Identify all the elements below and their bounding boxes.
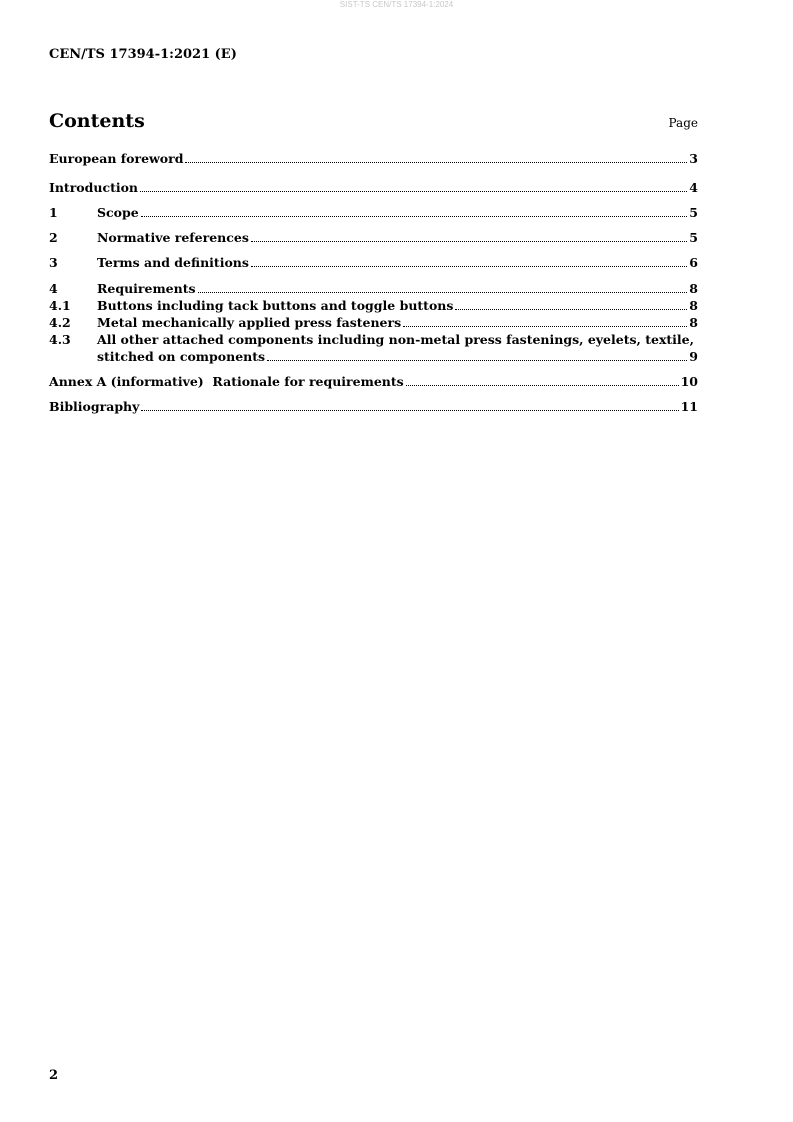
toc-entry-introduction[interactable] — [49, 179, 698, 196]
watermark: SIST-TS CEN/TS 17394-1:2024 — [339, 0, 454, 9]
toc-entry-annex-a[interactable] — [49, 373, 698, 390]
toc-entry-buttons[interactable] — [49, 297, 698, 314]
toc-entry-number: 4.1 — [49, 298, 71, 313]
toc-entry-number: 1 — [49, 205, 58, 220]
toc-entry-title: Scope — [97, 205, 139, 220]
toc-entry-european-foreword[interactable] — [49, 150, 698, 167]
leader-dots — [141, 410, 678, 411]
toc-entry-number: 2 — [49, 230, 58, 245]
toc-entry-title: Normative references — [97, 230, 249, 245]
toc-entry-requirements[interactable] — [49, 280, 698, 297]
toc-entry-number: 4.3 — [49, 332, 71, 347]
leader-dots — [251, 241, 687, 242]
toc-entry-title: European foreword — [49, 151, 184, 166]
toc-entry-title: Introduction — [49, 180, 139, 195]
toc-entry-page: 8 — [689, 281, 698, 296]
leader-dots — [141, 216, 688, 217]
page-column-label: Page — [668, 116, 698, 130]
leader-dots — [406, 385, 679, 386]
toc-entry-number: 4.2 — [49, 315, 71, 330]
toc-entry-page: 5 — [689, 205, 698, 220]
document-id: CEN/TS 17394-1:2021 (E) — [49, 47, 237, 62]
leader-dots — [403, 326, 687, 327]
toc-entry-scope[interactable] — [49, 204, 698, 221]
toc-entry-title: Annex A (informative) Rationale for requirements — [49, 374, 404, 389]
leader-dots — [267, 360, 687, 361]
toc-entry-number: 3 — [49, 255, 58, 270]
contents-title: Contents — [49, 110, 145, 132]
toc-entry-title: Buttons including tack buttons and toggle buttons — [97, 298, 454, 313]
leader-dots — [140, 191, 687, 192]
toc-entry-page: 11 — [680, 399, 698, 414]
leader-dots — [198, 292, 688, 293]
toc-entry-title: Requirements — [97, 281, 196, 296]
toc-entry-terms-and-definitions[interactable] — [49, 254, 698, 271]
leader-dots — [455, 309, 687, 310]
toc-entry-page: 8 — [689, 315, 698, 330]
leader-dots — [251, 266, 687, 267]
toc-entry-page: 5 — [689, 230, 698, 245]
toc-entry-title-line-1: All other attached components including non-metal press fastenings, eyelets, textile, — [97, 332, 694, 347]
toc-entry-title: Bibliography — [49, 399, 140, 414]
toc-entry-page: 4 — [689, 180, 698, 195]
toc-entry-normative-references[interactable] — [49, 229, 698, 246]
toc-entry-metal-press-fasteners[interactable] — [49, 314, 698, 331]
toc-entry-other-attached-components[interactable] — [49, 331, 698, 365]
leader-dots — [185, 162, 687, 163]
page-number: 2 — [49, 1068, 59, 1083]
toc-entry-number: 4 — [49, 281, 58, 296]
toc-entry-page: 9 — [689, 349, 698, 364]
toc-entry-title: Metal mechanically applied press fasteners — [97, 315, 402, 330]
toc-entry-page: 3 — [689, 151, 698, 166]
toc-entry-bibliography[interactable] — [49, 398, 698, 415]
contents-header — [49, 110, 698, 136]
toc-entry-page: 6 — [689, 255, 698, 270]
toc-entry-title-line-2: stitched on components — [97, 349, 266, 364]
toc-entry-title: Terms and definitions — [97, 255, 249, 270]
toc-entry-page: 10 — [680, 374, 698, 389]
toc-entry-page: 8 — [689, 298, 698, 313]
